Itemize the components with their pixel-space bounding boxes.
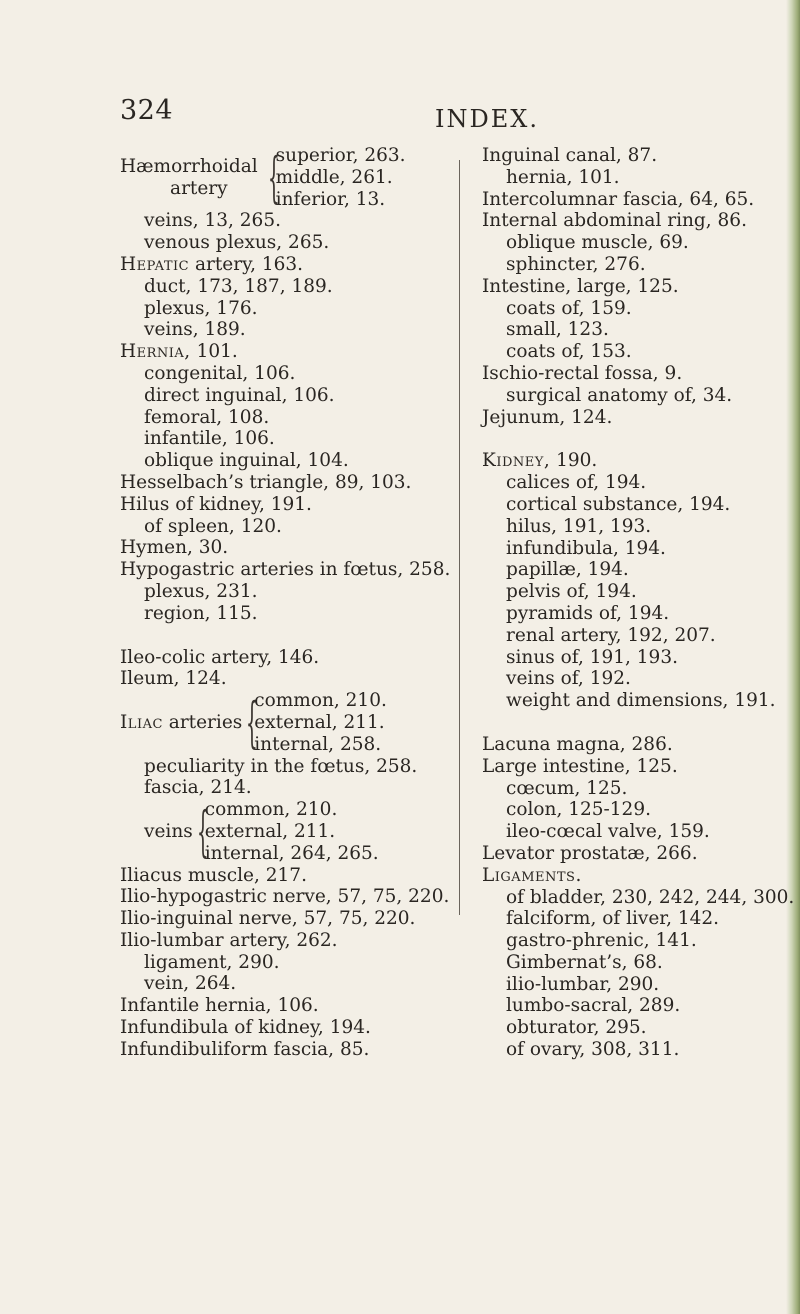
index-entry: Hypogastric arteries in fœtus, 258. — [120, 559, 451, 581]
index-entry-ligaments — [482, 865, 787, 887]
index-entry: Hesselbach’s triangle, 89, 103. — [120, 471, 412, 493]
index-subentry: peculiarity in the fœtus, 258. — [144, 755, 418, 777]
index-subentry: colon, 125-129. — [506, 799, 651, 821]
index-subentry: lumbo-sacral, 289. — [506, 995, 681, 1017]
index-subentry: infundibula, 194. — [506, 537, 666, 559]
index-subentry: gastro-phrenic, 141. — [506, 930, 697, 952]
index-subentry: hilus, 191, 193. — [506, 515, 652, 537]
index-entry: Intercolumnar fascia, 64, 65. — [482, 188, 755, 210]
haemorrhoidal-label — [120, 156, 258, 200]
index-subentry: plexus, 176. — [144, 297, 258, 319]
index-entry: Levator prostatæ, 266. — [482, 842, 698, 864]
iliac-veins-label: veins — [144, 820, 193, 842]
index-subentry: weight and dimensions, 191. — [506, 690, 776, 712]
ligament-subentries — [482, 886, 795, 1061]
index-entry: Intestine, large, 125. — [482, 275, 679, 297]
entry-rest: 190. — [550, 450, 598, 472]
index-subentry: coats of, 153. — [506, 341, 632, 363]
index-subentry: duct, 173, 187, 189. — [144, 275, 333, 297]
page-number: 324 — [120, 95, 174, 126]
index-entry: Ischio-rectal fossa, 9. — [482, 362, 683, 384]
index-subentry: Gimbernat’s, 68. — [506, 951, 663, 973]
index-subentry: veins, 189. — [144, 319, 246, 341]
right-block-inguinal-jejunum — [482, 145, 787, 428]
index-subentry: middle, 261. — [275, 166, 393, 188]
index-entry: Ileo-colic artery, 146. — [120, 646, 320, 668]
page-edge-shadow — [786, 0, 800, 1314]
brace-icon: { — [246, 690, 259, 754]
index-entry: Infundibuliform fascia, 85. — [120, 1038, 370, 1060]
entry-rest: 101. — [190, 341, 238, 363]
index-entry: Ilio-lumbar artery, 262. — [120, 929, 338, 951]
index-entry: Iliacus muscle, 217. — [120, 864, 307, 886]
running-head-title: INDEX. — [435, 105, 539, 133]
index-subentry: sinus of, 191, 193. — [506, 646, 678, 668]
index-subentry: congenital, 106. — [144, 362, 296, 384]
index-subentry: of bladder, 230, 242, 244, 300. — [506, 886, 795, 908]
iliac-veins-group — [120, 799, 455, 864]
index-subentry: oblique inguinal, 104. — [144, 450, 349, 472]
index-subentry: external, 211. — [254, 711, 385, 733]
section-gap — [120, 625, 455, 647]
index-subentry: common, 210. — [204, 799, 338, 821]
index-subentry: ilio-lumbar, 290. — [506, 973, 660, 995]
index-entry-hernia — [120, 341, 455, 363]
index-subentry: obturator, 295. — [506, 1017, 647, 1039]
haemorrhoidal-label-line2: artery — [170, 177, 228, 199]
index-subentry: surgical anatomy of, 34. — [506, 384, 733, 406]
index-subentry: direct inguinal, 106. — [144, 384, 335, 406]
index-entry: Large intestine, 125. — [482, 755, 678, 777]
index-subentry: renal artery, 192, 207. — [506, 624, 716, 646]
entry-heading: Kidney, — [482, 450, 551, 472]
index-entry: Lacuna magna, 286. — [482, 733, 673, 755]
index-entry: Hymen, 30. — [120, 537, 229, 559]
index-entry-hepatic — [120, 254, 455, 276]
index-entry: Infantile hernia, 106. — [120, 995, 319, 1017]
index-subentry: coats of, 159. — [506, 297, 632, 319]
column-divider — [459, 160, 460, 915]
index-subentry: inferior, 13. — [275, 188, 386, 210]
index-subentry: pelvis of, 194. — [506, 581, 637, 603]
index-entry: Internal abdominal ring, 86. — [482, 210, 747, 232]
brace-icon: { — [196, 799, 209, 863]
index-subentry: pyramids of, 194. — [506, 602, 670, 624]
haemorrhoidal-label-line1: Hæmorrhoidal — [120, 155, 258, 177]
haemorrhoidal-artery-group — [120, 145, 455, 210]
index-subentry: small, 123. — [506, 319, 609, 341]
index-subentry: superior, 263. — [275, 145, 406, 166]
index-entry: Jejunum, 124. — [482, 406, 613, 428]
index-entry: Inguinal canal, 87. — [482, 145, 658, 166]
right-block-lacuna-levator — [482, 734, 787, 865]
index-subentry: external, 211. — [204, 820, 336, 842]
index-subentry: vein, 264. — [144, 973, 237, 995]
iliac-arteries-group — [120, 690, 455, 755]
haemorrhoidal-items — [276, 145, 406, 210]
index-subentry: veins, 13, 265. — [144, 210, 281, 232]
iliac-veins-items — [205, 799, 379, 864]
entry-heading: Hernia, — [120, 341, 191, 363]
left-tail-entries — [120, 865, 455, 1061]
index-subentry: ileo-cœcal valve, 159. — [506, 821, 710, 843]
index-entry-kidney — [482, 450, 787, 472]
entry-heading: Ligaments. — [482, 864, 582, 886]
index-column-left — [120, 145, 455, 1061]
kidney-subentries — [482, 472, 787, 712]
index-entry: Ilio-inguinal nerve, 57, 75, 220. — [120, 908, 416, 930]
section-gap — [482, 428, 787, 450]
index-subentry: hernia, 101. — [506, 166, 620, 188]
index-subentry: veins of, 192. — [506, 668, 631, 690]
index-subentry: calices of, 194. — [506, 472, 647, 494]
index-entry: Ilio-hypogastric nerve, 57, 75, 220. — [120, 886, 450, 908]
index-entry: Hilus of kidney, 191. — [120, 493, 312, 515]
entry-heading: Hepatic — [120, 253, 190, 275]
index-subentry: papillæ, 194. — [506, 559, 629, 581]
index-subentry: cœcum, 125. — [506, 777, 628, 799]
index-subentry: cortical substance, 194. — [506, 493, 731, 515]
brace-icon: { — [267, 145, 280, 209]
index-subentry: internal, 264, 265. — [204, 842, 379, 864]
iliac-arteries-label — [120, 712, 242, 734]
index-subentry: ligament, 290. — [144, 951, 280, 973]
index-subentry: of ovary, 308, 311. — [506, 1039, 680, 1061]
index-subentry: plexus, 231. — [144, 580, 258, 602]
index-subentry: fascia, 214. — [144, 777, 252, 799]
index-subentry: region, 115. — [144, 602, 258, 624]
entry-rest: arteries — [162, 711, 243, 733]
section-gap — [482, 712, 787, 734]
index-subentry: venous plexus, 265. — [144, 232, 330, 254]
index-subentry: femoral, 108. — [144, 406, 270, 428]
index-column-right — [482, 145, 795, 1061]
iliac-arteries-items — [254, 690, 387, 755]
entry-heading: Iliac — [120, 711, 163, 733]
index-subentry: sphincter, 276. — [506, 253, 646, 275]
index-entry: Infundibula of kidney, 194. — [120, 1017, 371, 1039]
index-entry: Ileum, 124. — [120, 668, 227, 690]
index-subentry: oblique muscle, 69. — [506, 232, 689, 254]
index-subentry: falciform, of liver, 142. — [506, 908, 720, 930]
index-subentry: of spleen, 120. — [144, 515, 282, 537]
entry-rest: artery, 163. — [189, 253, 304, 275]
index-subentry: internal, 258. — [254, 733, 382, 755]
index-subentry: infantile, 106. — [144, 428, 275, 450]
index-subentry: common, 210. — [254, 690, 387, 712]
